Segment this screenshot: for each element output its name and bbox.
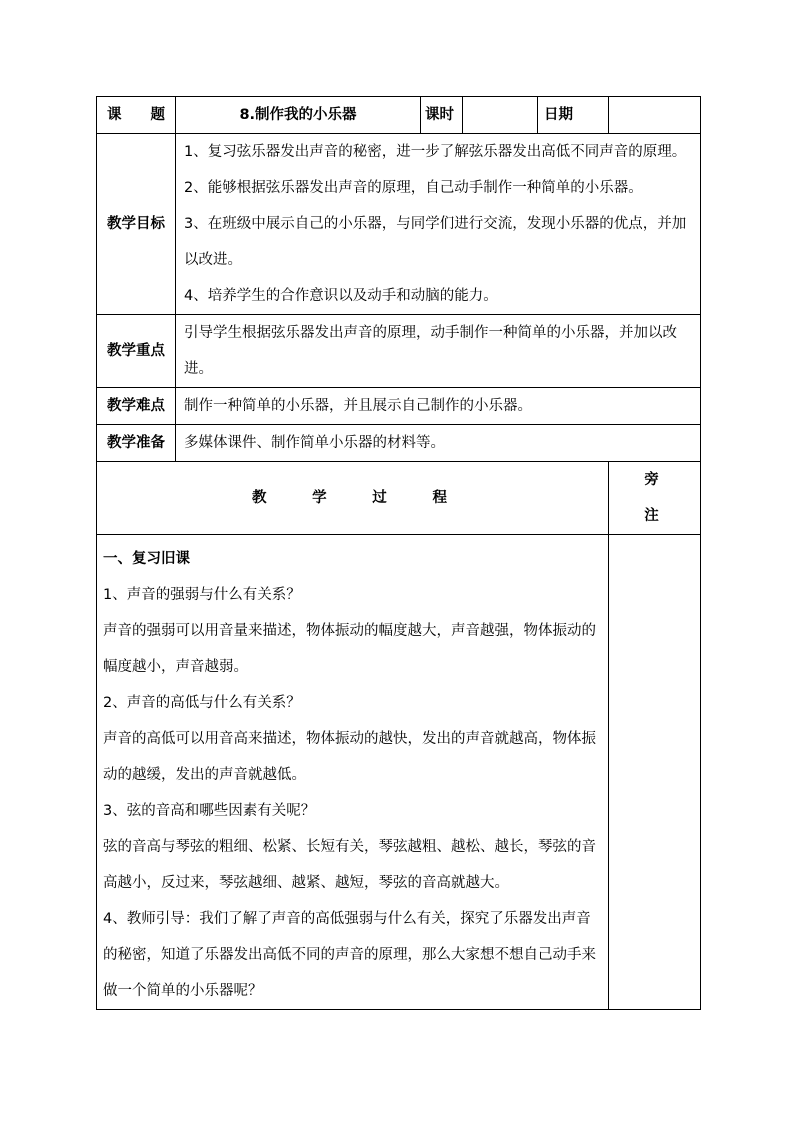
section-title: 一、复习旧课 <box>103 551 190 567</box>
notes-header: 旁 注 <box>609 462 701 535</box>
question-2: 2、声音的高低与什么有关系？ <box>103 695 301 711</box>
preparation-text: 多媒体课件、制作简单小乐器的材料等。 <box>184 435 445 451</box>
question-3: 3、弦的音高和哪些因素有关呢？ <box>103 803 316 819</box>
process-content <box>97 535 609 1010</box>
header-row <box>97 97 701 134</box>
period-value <box>463 97 538 134</box>
date-label: 日期 <box>538 97 609 134</box>
goals-label: 教学目标 <box>97 134 176 315</box>
key-points-content <box>176 315 701 388</box>
goal-item: 4、培养学生的合作意识以及动手和动脑的能力。 <box>184 288 498 304</box>
process-body-row <box>97 535 701 1010</box>
process-header: 教 学 过 程 <box>97 462 609 535</box>
preparation-row <box>97 425 701 462</box>
period-label: 课时 <box>421 97 463 134</box>
preparation-label: 教学准备 <box>97 425 176 462</box>
goals-row <box>97 134 701 315</box>
key-points-label: 教学重点 <box>97 315 176 388</box>
answer-2: 声音的高低可以用音高来描述，物体振动的越快，发出的声音就越高，物体振动的越缓，发出的声音就越低。 <box>103 731 596 783</box>
date-value <box>609 97 701 134</box>
difficulties-label: 教学难点 <box>97 388 176 425</box>
key-points-row <box>97 315 701 388</box>
goals-content <box>176 134 701 315</box>
key-points-text: 引导学生根据弦乐器发出声音的原理，动手制作一种简单的小乐器，并加以改进。 <box>184 325 677 377</box>
question-1: 1、声音的强弱与什么有关系？ <box>103 587 301 603</box>
topic-label: 课 题 <box>97 97 176 134</box>
goal-item: 1、复习弦乐器发出声音的秘密，进一步了解弦乐器发出高低不同声音的原理。 <box>184 144 687 160</box>
lesson-title: 8.制作我的小乐器 <box>176 97 421 134</box>
lesson-plan-table <box>96 96 701 1010</box>
difficulties-row <box>97 388 701 425</box>
goal-item: 2、能够根据弦乐器发出声音的原理，自己动手制作一种简单的小乐器。 <box>184 180 643 196</box>
answer-3: 弦的音高与琴弦的粗细、松紧、长短有关，琴弦越粗、越松、越长，琴弦的音高越小，反过来，琴弦越细、越紧、越短，琴弦的音高就越大。 <box>103 839 596 891</box>
difficulties-content <box>176 388 701 425</box>
difficulties-text: 制作一种简单的小乐器，并且展示自己制作的小乐器。 <box>184 398 532 414</box>
notes-cell <box>609 535 701 1010</box>
answer-1: 声音的强弱可以用音量来描述，物体振动的幅度越大，声音越强，物体振动的幅度越小，声音越弱。 <box>103 623 596 675</box>
question-4: 4、教师引导：我们了解了声音的高低强弱与什么有关，探究了乐器发出声音的秘密，知道了乐器发出高低不同的声音的原理，那么大家想不想自己动手来做一个简单的小乐器呢？ <box>103 911 596 999</box>
process-header-row <box>97 462 701 535</box>
preparation-content <box>176 425 701 462</box>
goal-item: 3、在班级中展示自己的小乐器，与同学们进行交流，发现小乐器的优点，并加以改进。 <box>184 216 687 268</box>
